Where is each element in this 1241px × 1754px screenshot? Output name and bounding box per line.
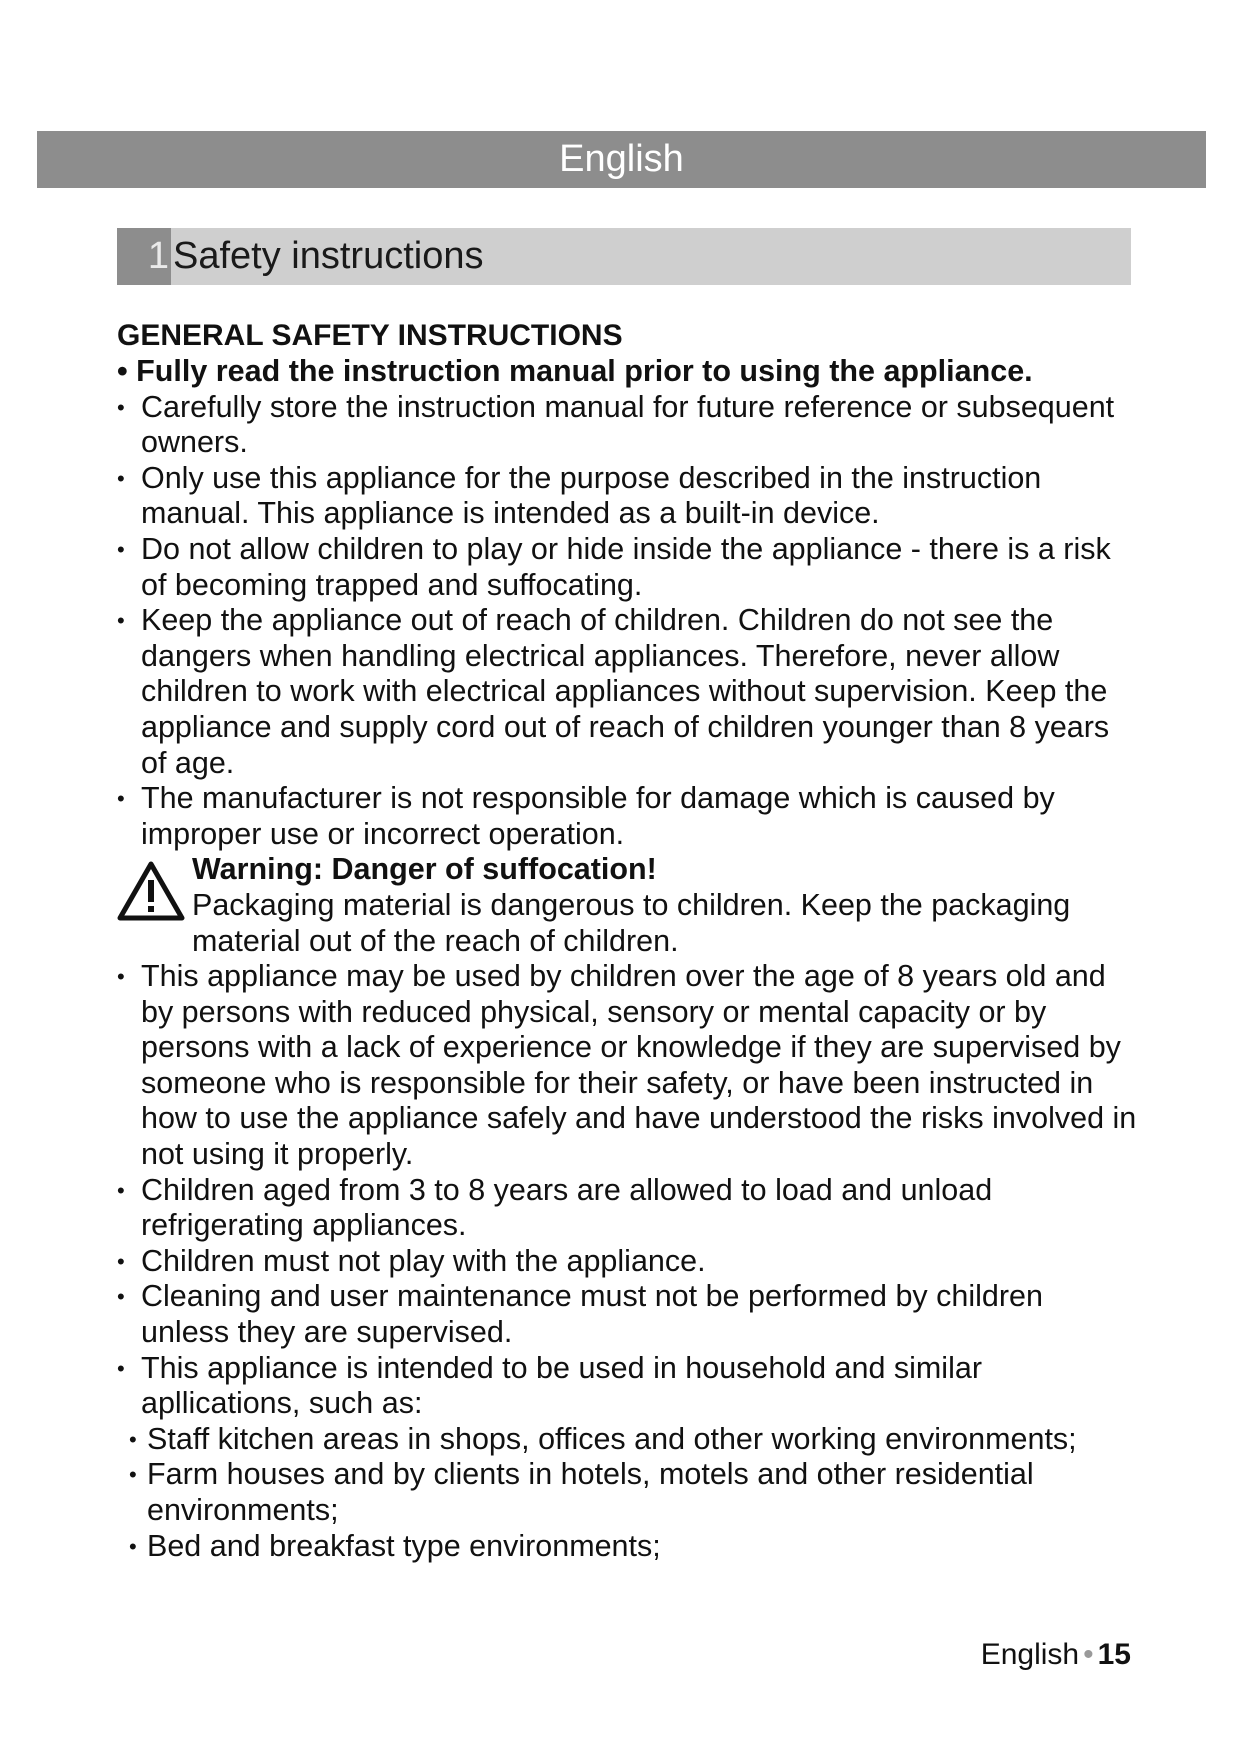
section-title: Safety instructions <box>173 235 484 277</box>
page-footer <box>981 1638 1131 1672</box>
general-safety-heading: GENERAL SAFETY INSTRUCTIONS <box>117 319 623 352</box>
list-item: • Only use this appliance for the purpose described in the instruction manual. This appliance is intended as a built-in device. <box>117 461 1137 532</box>
list-item: • This appliance may be used by children over the age of 8 years old and by persons with reduced physical, sensory or mental capacity or by persons with a lack of experience or knowledge if they are supervised by someone who is responsible for their safety, or have been instructed in how to use the appliance safely and have understood the risks involved in not using it properly. <box>117 959 1137 1173</box>
warning-text: Packaging material is dangerous to children. Keep the packaging material out of the reach of children. <box>192 887 1071 958</box>
list-item: • Children must not play with the appliance. <box>117 1244 1137 1280</box>
section-header <box>117 228 1131 285</box>
warning-triangle-icon <box>117 860 185 922</box>
list-item: • Bed and breakfast type environments; <box>117 1529 1137 1565</box>
warning-title: Warning: Danger of suffocation! <box>192 852 657 887</box>
read-manual-notice: • Fully read the instruction manual prior to using the appliance. <box>117 354 1033 388</box>
footer-language: English <box>980 1638 1080 1671</box>
list-item: • Children aged from 3 to 8 years are allowed to load and unload refrigerating appliances. <box>117 1173 1137 1244</box>
list-item: • Cleaning and user maintenance must not be performed by children unless they are supervised. <box>117 1279 1137 1350</box>
usage-environments-list <box>117 1422 1137 1564</box>
list-item: • Carefully store the instruction manual for future reference or subsequent owners. <box>117 390 1137 461</box>
footer-separator: • <box>1083 1638 1094 1671</box>
safety-list-b <box>117 959 1137 1422</box>
safety-content <box>117 318 1137 1564</box>
list-item: • Staff kitchen areas in shops, offices and other working environments; <box>117 1422 1137 1458</box>
list-item: • Do not allow children to play or hide inside the appliance - there is a risk of becoming trapped and suffocating. <box>117 532 1137 603</box>
list-item: • Farm houses and by clients in hotels, motels and other residential environments; <box>117 1457 1137 1528</box>
page-number: 15 <box>1097 1638 1131 1671</box>
list-item: • The manufacturer is not responsible for damage which is caused by improper use or incorrect operation. <box>117 781 1137 852</box>
safety-list-a <box>117 390 1137 853</box>
list-item: • Keep the appliance out of reach of children. Children do not see the dangers when handling electrical appliances. Therefore, never allow children to work with electrical appliances without supervision. Keep the appliance and supply cord out of reach of children younger than 8 years of age. <box>117 603 1137 781</box>
language-header-bar: English <box>37 131 1206 188</box>
suffocation-warning <box>117 852 1137 959</box>
list-item: • This appliance is intended to be used in household and similar apllications, such as: <box>117 1351 1137 1422</box>
section-number: 1 <box>117 228 171 285</box>
